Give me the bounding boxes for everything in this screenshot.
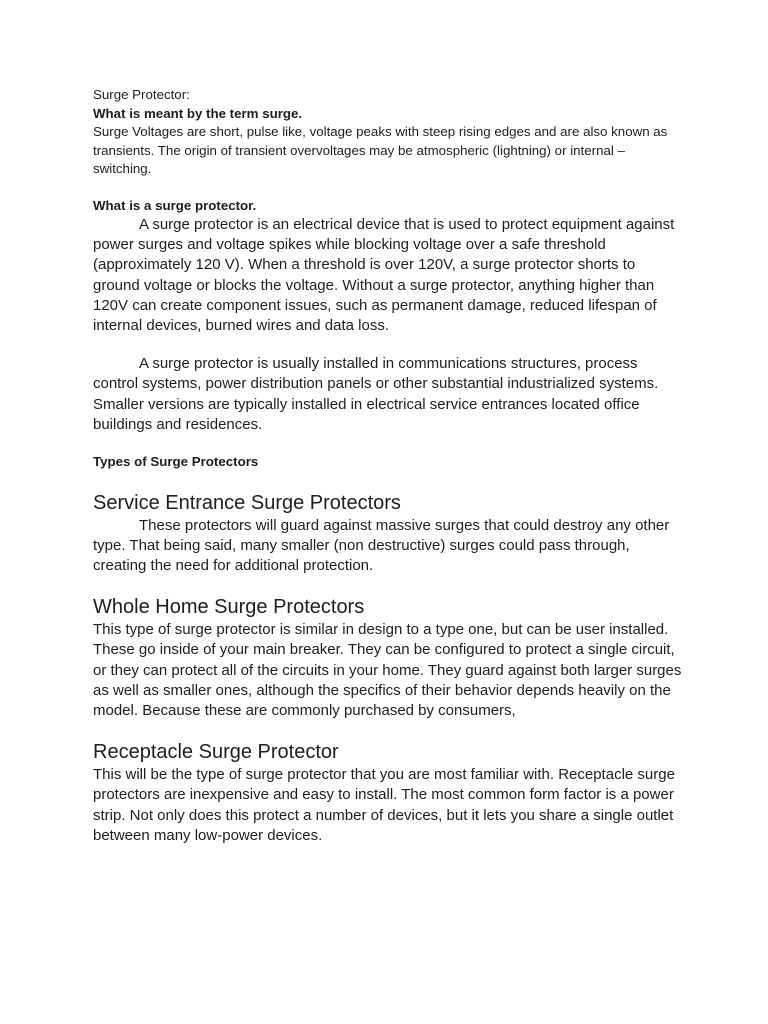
document-title: Surge Protector:: [93, 87, 190, 102]
types-heading: Types of Surge Protectors: [93, 454, 259, 470]
section-heading-service-entrance: Service Entrance Surge Protectors: [93, 491, 401, 514]
question-heading-surge-protector: What is a surge protector.: [93, 197, 257, 213]
section-text-service-entrance: These protectors will guard against massive surges that could destroy any other type. That being said, many smaller (non destructive) surges could pass through, creating the need for additional protection.: [93, 516, 670, 574]
question-heading-surge: What is meant by the term surge.: [93, 105, 303, 121]
surge-definition-paragraph: Surge Voltages are short, pulse like, voltage peaks with steep rising edges and are also known as transients. The origin of transient overvoltages may be atmospheric (lightning) or internal – switching.: [93, 124, 668, 176]
section-heading-receptacle: Receptacle Surge Protector: [93, 741, 339, 764]
surge-protector-paragraph-2: A surge protector is usually installed in communications structures, process control systems, power distribution panels or other substantial industrialized systems. Smaller versions are typically installed in electrical service entrances located office buildings and residences.: [93, 355, 659, 433]
surge-protector-paragraph-1: A surge protector is an electrical device that is used to protect equipment against power surges and voltage spikes while blocking voltage over a safe threshold (approximately 120 V). When a threshold is over 120V, a surge protector shorts to ground voltage or blocks the voltage. Without a surge protector, anything higher than 120V can create component issues, such as permanent damage, reduced lifespan of internal devices, burned wires and data loss.: [93, 216, 675, 335]
section-heading-whole-home: Whole Home Surge Protectors: [93, 596, 365, 619]
section-text-whole-home: This type of surge protector is similar in design to a type one, but can be user installed. These go inside of your main breaker. They can be configured to protect a single circuit, or they can protect all of the circuits in your home. They guard against both larger surges as well as smaller ones, although the specifics of their behavior depends heavily on the model. Because these are commonly purchased by consumers,: [93, 621, 682, 719]
section-text-receptacle: This will be the type of surge protector that you are most familiar with. Receptacle surge protectors are inexpensive and easy to install. The most common form factor is a power strip. Not only does this protect a number of devices, but it lets you share a single outlet between many low-power devices.: [93, 766, 675, 844]
document-page: [93, 86, 683, 846]
